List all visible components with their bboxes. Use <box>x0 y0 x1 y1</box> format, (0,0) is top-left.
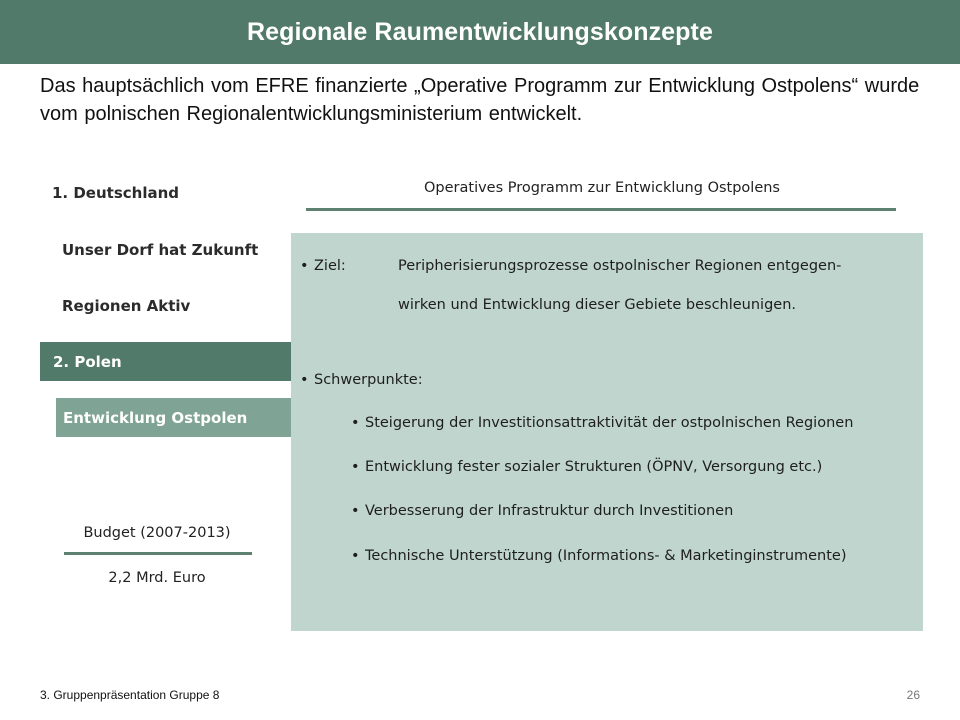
bullet-dot-icon: • <box>351 459 360 475</box>
nav-item-polen[interactable] <box>40 342 292 381</box>
nav-item-entwicklung-ostpolen[interactable] <box>56 398 292 437</box>
bullet-dot-icon: • <box>300 372 309 388</box>
program-panel <box>291 233 923 631</box>
nav-item-deutschland[interactable]: 1. Deutschland <box>52 184 180 202</box>
page-number: 26 <box>906 688 920 702</box>
program-divider <box>306 208 896 211</box>
nav-item-polen-label: 2. Polen <box>53 352 122 371</box>
budget-label: Budget (2007-2013) <box>83 525 231 541</box>
title-bar <box>0 0 960 64</box>
ziel-bullet <box>300 258 346 274</box>
schwerpunkt-item <box>351 459 822 475</box>
schwerpunkt-item <box>351 548 847 564</box>
bullet-dot-icon: • <box>351 415 360 431</box>
nav-item-ostpolen-label: Entwicklung Ostpolen <box>63 408 248 427</box>
footer-presentation-info: 3. Gruppenpräsentation Gruppe 8 <box>40 688 220 702</box>
intro-text: Das hauptsächlich vom EFRE finanzierte „Operative Programm zur Entwicklung Ostpolens“ wurde vom polnischen Regionalentwicklungsministerium entwickelt. <box>40 75 920 125</box>
ziel-label: Ziel: <box>314 258 346 274</box>
schwerpunkt-text: Technische Unterstützung (Informations- & Marketinginstrumente) <box>365 548 847 564</box>
bullet-dot-icon: • <box>351 503 360 519</box>
schwerpunkt-item <box>351 415 853 431</box>
schwerpunkte-bullet <box>300 372 423 388</box>
budget-divider <box>64 552 252 555</box>
schwerpunkte-label: Schwerpunkte: <box>314 372 423 388</box>
ziel-text-line-1: Peripherisierungsprozesse ostpolnischer Regionen entgegen- <box>398 258 842 274</box>
slide-title: Regionale Raumentwicklungskonzepte <box>247 17 713 46</box>
budget-value: 2,2 Mrd. Euro <box>108 570 206 586</box>
nav-item-unser-dorf[interactable]: Unser Dorf hat Zukunft <box>62 241 259 259</box>
schwerpunkt-text: Verbesserung der Infrastruktur durch Investitionen <box>365 503 734 519</box>
bullet-dot-icon: • <box>300 258 309 274</box>
program-title: Operatives Programm zur Entwicklung Ostpolens <box>424 180 780 196</box>
schwerpunkt-item <box>351 503 733 519</box>
schwerpunkt-text: Steigerung der Investitionsattraktivität der ostpolnischen Regionen <box>365 415 854 431</box>
bullet-dot-icon: • <box>351 548 360 564</box>
schwerpunkt-text: Entwicklung fester sozialer Strukturen (ÖPNV, Versorgung etc.) <box>365 459 823 475</box>
ziel-text-line-2: wirken und Entwicklung dieser Gebiete beschleunigen. <box>398 297 797 313</box>
nav-item-regionen-aktiv[interactable]: Regionen Aktiv <box>62 297 191 315</box>
